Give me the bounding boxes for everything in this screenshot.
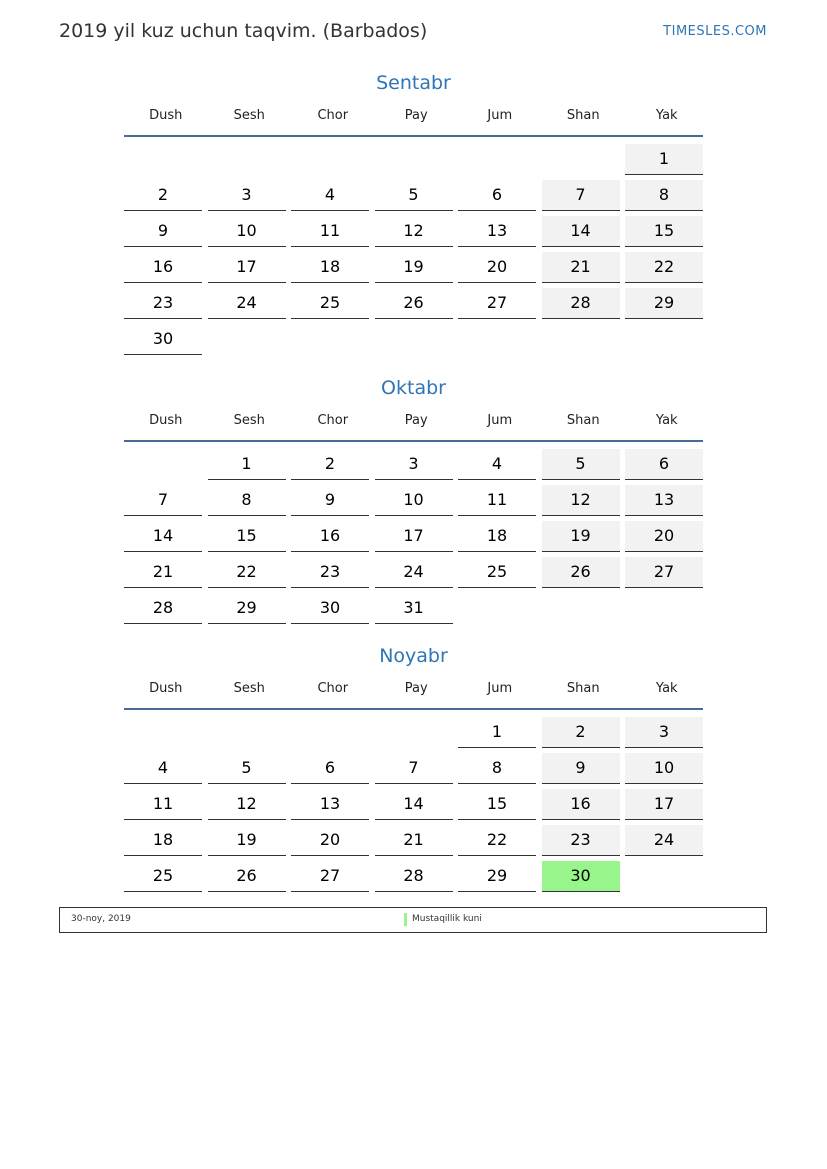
day-cell: [208, 177, 286, 213]
day-cell: [625, 714, 703, 750]
calendar-date: 21: [124, 557, 202, 588]
day-cell: [375, 554, 453, 590]
day-cell: [208, 213, 286, 249]
week-row: [124, 858, 703, 894]
day-cell: [208, 446, 286, 482]
day-cell: [291, 714, 369, 750]
week-row: [124, 213, 703, 249]
calendar-date: 1: [208, 449, 286, 480]
calendar-date: 8: [625, 180, 703, 211]
calendar-date: 21: [542, 252, 620, 283]
day-cell: [625, 750, 703, 786]
day-cell: [124, 822, 202, 858]
day-cell: [124, 590, 202, 626]
calendar-date: 9: [291, 485, 369, 516]
day-cell: [625, 249, 703, 285]
day-cell: [124, 714, 202, 750]
day-cell: [625, 554, 703, 590]
day-cell: [291, 858, 369, 894]
calendar-date: 19: [208, 825, 286, 856]
calendar-date: 18: [458, 521, 536, 552]
day-cell: [208, 554, 286, 590]
weekday-label: Jum: [487, 412, 513, 428]
day-cell: [375, 786, 453, 822]
day-cell: [375, 482, 453, 518]
week-row: [124, 177, 703, 213]
day-cell: [625, 518, 703, 554]
month-grid: [124, 714, 703, 894]
calendar-date: 21: [375, 825, 453, 856]
day-cell: [458, 518, 536, 554]
day-cell: [208, 249, 286, 285]
month-name: Sentabr: [376, 72, 451, 94]
legend-date: 30-noy, 2019: [71, 914, 131, 924]
calendar-date: 14: [124, 521, 202, 552]
weekday-label: Chor: [317, 680, 349, 696]
calendar-date: 6: [458, 180, 536, 211]
calendar-date: 28: [542, 288, 620, 319]
weekday-header: [124, 673, 703, 703]
day-cell: [208, 482, 286, 518]
day-cell: [375, 714, 453, 750]
day-cell: [542, 213, 620, 249]
day-cell: [458, 446, 536, 482]
header-divider: [124, 440, 703, 442]
calendar-date: 20: [458, 252, 536, 283]
calendar-date: 9: [124, 216, 202, 247]
calendar-date: 23: [542, 825, 620, 856]
day-cell: [542, 177, 620, 213]
week-row: [124, 822, 703, 858]
weekday-label: Pay: [404, 680, 428, 696]
weekday-label: Shan: [566, 412, 600, 428]
day-cell: [625, 213, 703, 249]
day-cell: [375, 750, 453, 786]
calendar-date: 22: [458, 825, 536, 856]
calendar-date: 5: [542, 449, 620, 480]
calendar-date: 31: [375, 593, 453, 624]
holiday-color-swatch: [404, 913, 407, 926]
day-cell: [458, 285, 536, 321]
week-row: [124, 518, 703, 554]
day-cell: [124, 786, 202, 822]
calendar-date: 9: [542, 753, 620, 784]
calendar-date: 18: [124, 825, 202, 856]
calendar-date: 25: [291, 288, 369, 319]
calendar-date: 7: [542, 180, 620, 211]
calendar-date: 8: [208, 485, 286, 516]
weekday-label: Pay: [404, 107, 428, 123]
month-grid: [124, 141, 703, 357]
day-cell: [625, 285, 703, 321]
weekday-label: Dush: [149, 412, 183, 428]
day-cell: [542, 750, 620, 786]
calendar-date: 26: [542, 557, 620, 588]
calendar-date: 12: [208, 789, 286, 820]
day-cell: [291, 750, 369, 786]
day-cell: [124, 858, 202, 894]
day-cell: [375, 858, 453, 894]
day-cell: [458, 177, 536, 213]
day-cell: [542, 321, 620, 357]
day-cell: [124, 554, 202, 590]
calendar-date: 19: [542, 521, 620, 552]
day-cell: [291, 249, 369, 285]
weekday-label: Chor: [317, 412, 349, 428]
calendar-date: 6: [625, 449, 703, 480]
calendar-date: 2: [124, 180, 202, 211]
month-name: Noyabr: [379, 645, 448, 667]
calendar-date: 13: [291, 789, 369, 820]
day-cell: [291, 590, 369, 626]
day-cell: [542, 482, 620, 518]
day-cell: [458, 822, 536, 858]
day-cell: [542, 518, 620, 554]
weekday-label: Chor: [317, 107, 349, 123]
calendar-date: 20: [291, 825, 369, 856]
day-cell: [625, 590, 703, 626]
day-cell: [208, 285, 286, 321]
calendar-date: 12: [375, 216, 453, 247]
calendar-date: 11: [291, 216, 369, 247]
day-cell: [291, 482, 369, 518]
day-cell: [124, 482, 202, 518]
week-row: [124, 249, 703, 285]
weekday-header: [124, 100, 703, 130]
day-cell: [291, 822, 369, 858]
calendar-date: 5: [375, 180, 453, 211]
day-cell: [625, 177, 703, 213]
day-cell: [291, 213, 369, 249]
day-cell: [625, 446, 703, 482]
weekday-label: Shan: [566, 107, 600, 123]
day-cell: [124, 321, 202, 357]
day-cell: [375, 518, 453, 554]
calendar-date: 27: [458, 288, 536, 319]
calendar-date: 12: [542, 485, 620, 516]
day-cell: [375, 141, 453, 177]
calendar-date: 23: [291, 557, 369, 588]
weekday-label: Jum: [487, 680, 513, 696]
calendar-date: 1: [625, 144, 703, 175]
day-cell: [124, 750, 202, 786]
day-cell: [291, 321, 369, 357]
day-cell: [375, 321, 453, 357]
calendar-date: 22: [625, 252, 703, 283]
week-row: [124, 141, 703, 177]
calendar-date: 17: [375, 521, 453, 552]
day-cell: [124, 446, 202, 482]
day-cell: [458, 482, 536, 518]
calendar-date: 30: [291, 593, 369, 624]
calendar-date: 11: [458, 485, 536, 516]
calendar-date: 16: [124, 252, 202, 283]
day-cell: [375, 590, 453, 626]
day-cell: [625, 321, 703, 357]
day-cell: [208, 141, 286, 177]
calendar-date: 4: [291, 180, 369, 211]
calendar-date: 29: [458, 861, 536, 892]
calendar-date: 8: [458, 753, 536, 784]
calendar-date: 16: [542, 789, 620, 820]
day-cell: [458, 786, 536, 822]
day-cell: [625, 858, 703, 894]
weekday-label: Yak: [655, 680, 678, 696]
calendar-date: 7: [375, 753, 453, 784]
day-cell: [625, 822, 703, 858]
header-divider: [124, 708, 703, 710]
day-cell: [542, 822, 620, 858]
calendar-date: 25: [124, 861, 202, 892]
week-row: [124, 446, 703, 482]
calendar-date: 27: [625, 557, 703, 588]
day-cell: [208, 321, 286, 357]
calendar-date: 10: [375, 485, 453, 516]
day-cell: [458, 141, 536, 177]
day-cell: [625, 786, 703, 822]
weekday-label: Dush: [149, 107, 183, 123]
day-cell: [458, 554, 536, 590]
week-row: [124, 590, 703, 626]
calendar-date: 24: [208, 288, 286, 319]
calendar-date: 26: [375, 288, 453, 319]
week-row: [124, 750, 703, 786]
day-cell: [208, 714, 286, 750]
day-cell: [375, 213, 453, 249]
day-cell: [458, 714, 536, 750]
day-cell: [542, 554, 620, 590]
calendar-date: 13: [458, 216, 536, 247]
day-cell: [542, 249, 620, 285]
month-november: [124, 641, 703, 894]
calendar-date: 24: [375, 557, 453, 588]
month-october: [124, 373, 703, 626]
calendar-date: 16: [291, 521, 369, 552]
week-row: [124, 285, 703, 321]
brand-link[interactable]: TIMESLES.COM: [663, 24, 767, 39]
weekday-label: Yak: [655, 412, 678, 428]
weekday-label: Sesh: [233, 680, 265, 696]
week-row: [124, 554, 703, 590]
calendar-date: 2: [542, 717, 620, 748]
legend-holiday-name: Mustaqillik kuni: [412, 914, 482, 924]
day-cell: [542, 786, 620, 822]
weekday-label: Sesh: [233, 107, 265, 123]
weekday-label: Sesh: [233, 412, 265, 428]
calendar-date: 2: [291, 449, 369, 480]
day-cell: [291, 141, 369, 177]
day-cell: [542, 285, 620, 321]
calendar-date: 4: [124, 753, 202, 784]
month-grid: [124, 446, 703, 626]
calendar-date: 20: [625, 521, 703, 552]
week-row: [124, 714, 703, 750]
day-cell: [291, 554, 369, 590]
day-cell: [458, 590, 536, 626]
day-cell: [625, 482, 703, 518]
calendar-date: 14: [542, 216, 620, 247]
calendar-date: 15: [208, 521, 286, 552]
calendar-date: 3: [375, 449, 453, 480]
day-cell: [208, 786, 286, 822]
day-cell: [291, 786, 369, 822]
day-cell: [458, 213, 536, 249]
calendar-date: 3: [208, 180, 286, 211]
day-cell: [458, 858, 536, 894]
day-cell: [542, 714, 620, 750]
calendar-date: 10: [625, 753, 703, 784]
calendar-date: 25: [458, 557, 536, 588]
calendar-date: 22: [208, 557, 286, 588]
day-cell: [291, 518, 369, 554]
day-cell: [291, 285, 369, 321]
weekday-label: Yak: [655, 107, 678, 123]
day-cell: [124, 141, 202, 177]
calendar-date: 6: [291, 753, 369, 784]
day-cell: [124, 518, 202, 554]
weekday-label: Pay: [404, 412, 428, 428]
day-cell: [291, 177, 369, 213]
calendar-date: 10: [208, 216, 286, 247]
day-cell: [542, 446, 620, 482]
calendar-date: 15: [625, 216, 703, 247]
day-cell: [542, 141, 620, 177]
day-cell: [625, 141, 703, 177]
day-cell: [208, 750, 286, 786]
calendar-date: 17: [208, 252, 286, 283]
day-cell: [124, 285, 202, 321]
month-name: Oktabr: [381, 377, 446, 399]
page-title: 2019 yil kuz uchun taqvim. (Barbados): [59, 20, 428, 42]
calendar-date: 5: [208, 753, 286, 784]
holiday-date: 30: [542, 861, 620, 892]
calendar-date: 23: [124, 288, 202, 319]
month-september: [124, 68, 703, 357]
calendar-date: 19: [375, 252, 453, 283]
day-cell: [542, 590, 620, 626]
week-row: [124, 786, 703, 822]
calendar-date: 26: [208, 861, 286, 892]
calendar-date: 4: [458, 449, 536, 480]
weekday-label: Dush: [149, 680, 183, 696]
calendar-date: 29: [208, 593, 286, 624]
day-cell: [124, 249, 202, 285]
day-cell: [458, 750, 536, 786]
week-row: [124, 321, 703, 357]
calendar-date: 29: [625, 288, 703, 319]
day-cell: [208, 590, 286, 626]
weekday-label: Jum: [487, 107, 513, 123]
week-row: [124, 482, 703, 518]
day-cell: [124, 213, 202, 249]
calendar-date: 27: [291, 861, 369, 892]
calendar-date: 14: [375, 789, 453, 820]
day-cell: [375, 177, 453, 213]
day-cell: [375, 249, 453, 285]
calendar-date: 17: [625, 789, 703, 820]
day-cell: [208, 518, 286, 554]
weekday-label: Shan: [566, 680, 600, 696]
day-cell: [542, 858, 620, 894]
day-cell: [458, 249, 536, 285]
calendar-date: 18: [291, 252, 369, 283]
calendar-date: 24: [625, 825, 703, 856]
day-cell: [124, 177, 202, 213]
calendar-date: 28: [375, 861, 453, 892]
day-cell: [208, 822, 286, 858]
day-cell: [208, 858, 286, 894]
calendar-date: 30: [124, 324, 202, 355]
calendar-date: 1: [458, 717, 536, 748]
day-cell: [375, 285, 453, 321]
day-cell: [458, 321, 536, 357]
day-cell: [375, 446, 453, 482]
header-divider: [124, 135, 703, 137]
calendar-date: 7: [124, 485, 202, 516]
calendar-date: 28: [124, 593, 202, 624]
day-cell: [375, 822, 453, 858]
weekday-header: [124, 405, 703, 435]
holiday-legend: [59, 907, 767, 933]
calendar-date: 11: [124, 789, 202, 820]
calendar-date: 15: [458, 789, 536, 820]
calendar-date: 13: [625, 485, 703, 516]
calendar-date: 3: [625, 717, 703, 748]
day-cell: [291, 446, 369, 482]
